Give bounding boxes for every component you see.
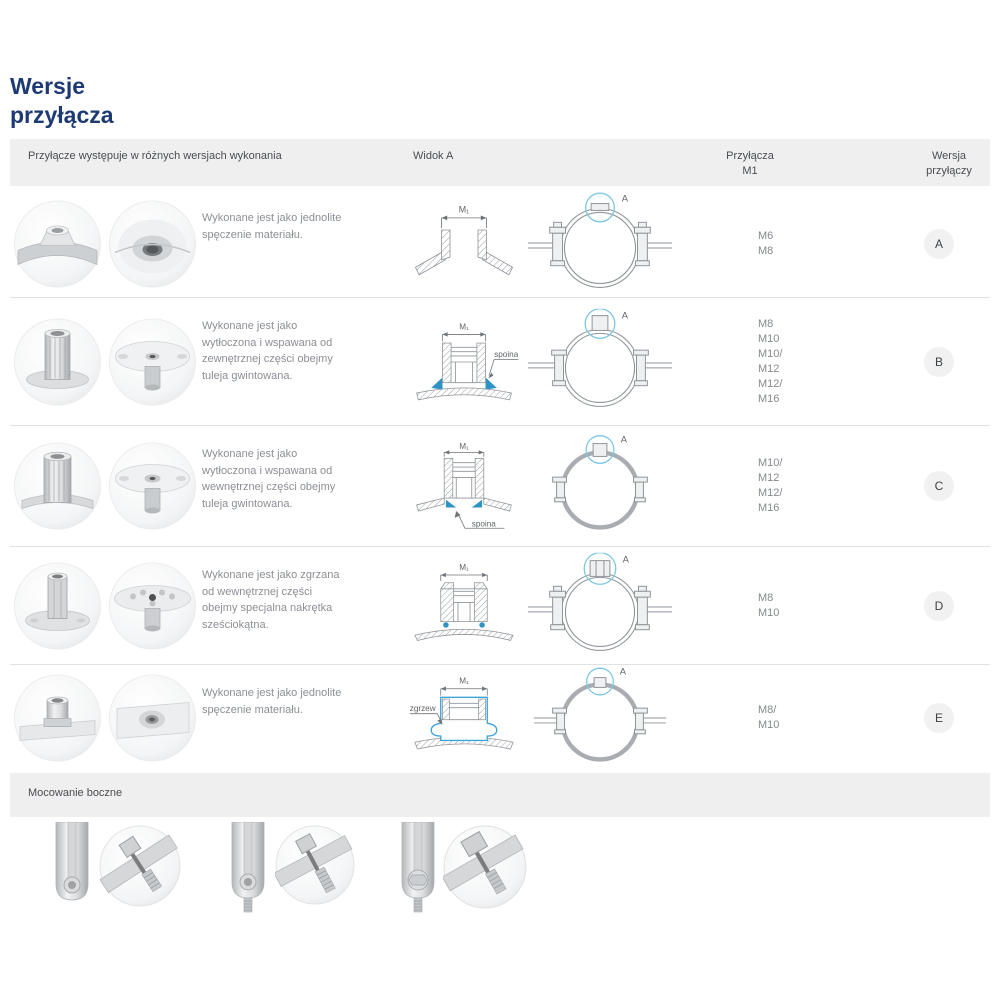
- clamp-drawing-a: [526, 190, 674, 297]
- view-a-label: A: [620, 434, 627, 445]
- table-row-version-e: [10, 665, 990, 771]
- page-title-line2: przyłącza: [10, 101, 114, 128]
- product-photo-hex-nut-exterior: [14, 562, 101, 649]
- clamp-drawing-e: [526, 665, 674, 772]
- m1-size: M8: [758, 591, 774, 604]
- m1-sizes: [758, 591, 779, 621]
- m1-size: M16: [758, 392, 780, 405]
- product-photo-sleeve-interior: [109, 443, 196, 530]
- cross-section-drawing-d: [408, 562, 520, 648]
- m1-size: M12/: [758, 377, 783, 390]
- side-mount-photo-strap-1: [44, 822, 100, 914]
- side-mount-header: [10, 773, 990, 817]
- header-m1-line1: Przyłącza: [726, 150, 774, 162]
- header-version-line2: przyłączy: [926, 165, 972, 177]
- version-badge: A: [924, 229, 954, 259]
- m1-sizes: [758, 229, 773, 259]
- side-mount-photo-detail-3: [443, 825, 527, 909]
- view-a-label: A: [621, 193, 628, 204]
- header-variants: Przyłącze występuje w różnych wersjach wykonania: [28, 150, 282, 162]
- version-badge: D: [924, 591, 954, 621]
- weld-fill-right: [472, 500, 482, 508]
- dimension-m1: [441, 677, 488, 696]
- weld-label: zgrzew: [409, 704, 436, 714]
- dimension-m1: [442, 322, 485, 341]
- dimension-m1: [441, 562, 488, 580]
- m1-size: M8: [758, 244, 774, 257]
- clamp-drawing-c: [526, 433, 674, 540]
- side-mount-photo-detail-1: [99, 825, 181, 907]
- side-mount-photo-detail-2: [275, 825, 355, 905]
- table-row-version-b: [10, 298, 990, 425]
- version-badge: C: [924, 471, 954, 501]
- table-header: [10, 139, 990, 186]
- m1-size: M10: [758, 606, 780, 619]
- side-mount-title: Mocowanie boczne: [28, 787, 123, 799]
- weld-callout: [455, 511, 505, 529]
- product-photo-flange-exterior: [14, 200, 101, 287]
- row-description: Wykonane jest jako wytłoczona i wspawana od zewnętrznej części obejmy tuleja gwintowana.: [202, 320, 333, 382]
- weld-callout: [410, 704, 443, 725]
- dim-label: M₁: [459, 562, 469, 572]
- side-mount-photo-strap-2: [224, 822, 272, 917]
- m1-sizes: [758, 317, 782, 407]
- cross-section-drawing-b: [408, 318, 520, 404]
- weld-fill-left: [446, 500, 456, 508]
- product-photo-sleeve-interior: [109, 318, 196, 405]
- cross-section-drawing-e: [408, 675, 520, 761]
- header-version-line1: Wersja: [931, 150, 967, 162]
- m1-sizes: [758, 456, 782, 516]
- row-description: Wykonane jest jako jednolite spęczenie materiału.: [202, 687, 342, 716]
- version-badge: B: [924, 347, 954, 377]
- dim-label: M₁: [459, 321, 469, 331]
- view-a-label: A: [621, 310, 628, 321]
- cross-section-drawing-c: [408, 441, 520, 531]
- weld-fill-left: [431, 377, 442, 389]
- table-row-version-a: [10, 190, 990, 297]
- m1-size: M10/: [758, 457, 783, 469]
- m1-size: M6: [758, 229, 774, 242]
- weld-label: spoina: [494, 349, 519, 359]
- header-m1: [710, 149, 790, 179]
- header-view-a: Widok A: [413, 150, 454, 162]
- clamp-drawing-b: [526, 308, 674, 415]
- weld-label: spoina: [471, 519, 496, 529]
- row-description: Wykonane jest jako zgrzana od wewnętrznej części obejmy specjalna nakrętka sześciokątna.: [202, 569, 340, 631]
- product-photo-collar-exterior: [14, 675, 101, 762]
- m1-sizes: [758, 703, 779, 733]
- m1-size: M12: [758, 472, 780, 484]
- clamp-drawing-d: [526, 552, 674, 659]
- dim-label: M₁: [459, 441, 469, 451]
- m1-size: M10/: [758, 347, 783, 360]
- product-photo-plate-underside: [109, 562, 196, 649]
- cross-section-drawing-a: [408, 199, 520, 289]
- side-mount-photo-strap-3: [394, 822, 442, 917]
- dimension-m1: [444, 442, 484, 457]
- weld-fill-right: [486, 377, 497, 389]
- m1-size: M10: [758, 719, 780, 731]
- weld-cap-outline: [431, 697, 496, 740]
- product-photo-sleeve-exterior: [14, 443, 101, 530]
- m1-size: M12: [758, 362, 780, 375]
- table-row-version-d: [10, 547, 990, 664]
- dim-label: M₁: [459, 676, 469, 686]
- product-photo-plate-top: [109, 675, 196, 762]
- weld-callout: [488, 349, 519, 378]
- weld-fill-left: [443, 622, 449, 628]
- m1-size: M16: [758, 502, 780, 514]
- version-badge: E: [924, 703, 954, 733]
- dimension-m1: [442, 204, 487, 228]
- header-m1-line2: M1: [742, 165, 758, 177]
- row-description: Wykonane jest jako wytłoczona i wspawana od wewnętrznej części obejmy tuleja gwintowana.: [202, 448, 336, 510]
- weld-fill-right: [479, 622, 485, 628]
- page-title: [10, 72, 114, 130]
- view-a-label: A: [622, 554, 629, 565]
- page-title-line1: Wersje: [10, 73, 86, 99]
- header-version: [914, 149, 984, 179]
- view-a-label: A: [619, 666, 626, 677]
- m1-size: M8/: [758, 704, 777, 716]
- product-photo-flange-interior: [109, 200, 196, 287]
- m1-size: M12/: [758, 487, 783, 499]
- row-description: Wykonane jest jako jednolite spęczenie materiału.: [202, 212, 342, 241]
- dim-label: M₁: [458, 203, 470, 214]
- m1-size: M10: [758, 332, 780, 345]
- table-row-version-c: [10, 426, 990, 546]
- product-photo-sleeve-exterior: [14, 318, 101, 405]
- m1-size: M8: [758, 317, 774, 330]
